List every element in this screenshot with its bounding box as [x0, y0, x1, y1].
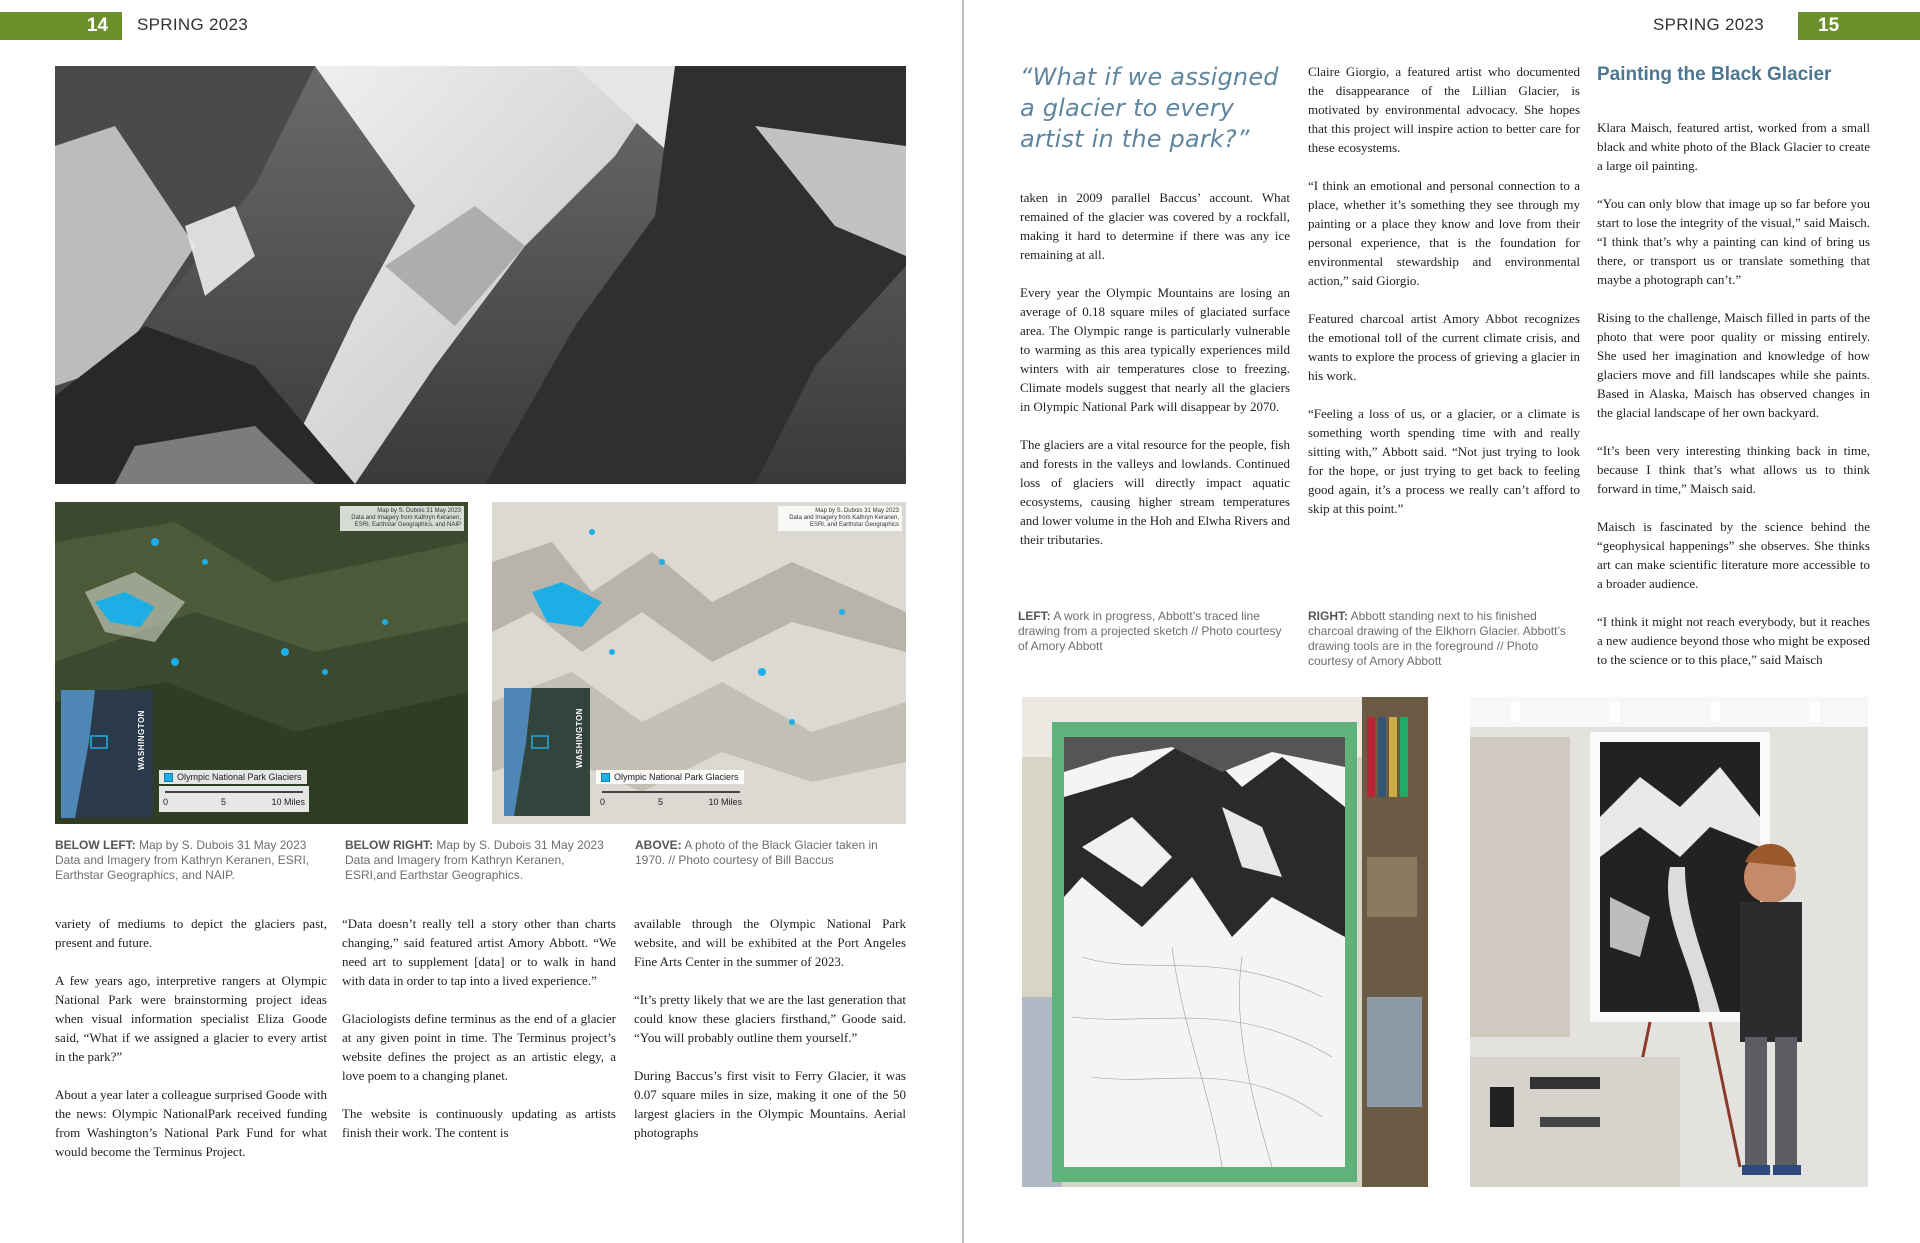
body-column-6: Klara Maisch, featured artist, worked from a small black and white photo of the Black Glacier to create a large oil painting. “You can only blow that image up so far before you start to lose the integrity of the visual,” said Maisch. “I think that’s why a painting can kind of bring us there, or transport us or translate something that maybe a photograph can’t.” Rising to the challenge, Maisch filled in parts of the photo that were poor quality or missing entirely. She used her imagination and knowledge of how glaciers move and fill landscapes while she paints. Based in Alaska, Maisch has observed changes in the glacial landscape of her own backyard. “It’s been very interesting thinking back in time, because I think that’s what allows us to think forward in time,” Maisch said. Maisch is fascinated by the science behind the “geophysical happenings” she observes. She thinks art can make scientific literature more accessible to a broader audience. “I think it might not reach everybody, but it reaches a new audience beyond those who might be exposed to the science or to this place,” said Maisch: [1597, 120, 1870, 667]
running-head: SPRING 2023: [1653, 15, 1765, 34]
scale-label-0: 0: [163, 797, 169, 807]
scale-label-10: 10 Miles: [271, 797, 305, 807]
caption-below-right: BELOW RIGHT: Map by S. Dubois 31 May 2023 Data and Imagery from Kathryn Keranen, ESRI,and Earthstar Geographics.: [345, 838, 604, 882]
body-column-1: variety of mediums to depict the glaciers past, present and future. A few years ago, interpretive rangers at Olympic National Park were brainstorming project ideas when visual information specialist Eliza Goode said, “What if we assigned a glacier to every artist in the park?” About a year later a colleague surprised Goode with the news: Olympic NationalPark received funding from Washington’s National Park Fund for what would become the Terminus Project.: [55, 916, 327, 1159]
inset-state-label: WASHINGTON: [137, 710, 146, 770]
scale-label-5: 5: [658, 797, 664, 807]
map-credit-note: Map by S. Dubois 31 May 2023 Data and Imagery from Kathryn Keranen, ESRI, and Earthstar Geographics: [778, 506, 902, 531]
caption-above: ABOVE: A photo of the Black Glacier taken in 1970. // Photo courtesy of Bill Baccus: [635, 838, 878, 867]
section-heading: Painting the Black Glacier: [1597, 64, 1832, 85]
glacier-map-satellite: [55, 502, 468, 824]
page-number: 15: [1798, 12, 1920, 40]
caption-below-left: BELOW LEFT: Map by S. Dubois 31 May 2023 Data and Imagery from Kathryn Keranen, ESRI, Earthstar Geographics, and NAIP.: [55, 838, 310, 882]
scale-label-10: 10 Miles: [708, 797, 742, 807]
caption-left: LEFT: A work in progress, Abbott’s traced line drawing from a projected sketch // Photo courtesy of Amory Abbott: [1018, 609, 1282, 653]
scale-label-5: 5: [221, 797, 227, 807]
scale-label-0: 0: [600, 797, 606, 807]
map-legend-label: Olympic National Park Glaciers: [614, 772, 739, 782]
pull-quote: “What if we assigned a glacier to every artist in the park?”: [1020, 63, 1279, 153]
body-column-3: available through the Olympic National Park website, and will be exhibited at the Port Angeles Fine Arts Center in the summer of 2023. “It’s pretty likely that we are the last generation that could know these glaciers firsthand,” Goode said. “You will probably outline them yourself.” During Baccus’s first visit to Ferry Glacier, it was 0.07 square miles in size, making it one of the 50 largest glaciers in the Olympic Mountains. Aerial photographs: [634, 916, 906, 1140]
running-head: SPRING 2023: [137, 15, 249, 34]
glacier-swatch-icon: [601, 773, 610, 782]
glacier-swatch-icon: [164, 773, 173, 782]
page-spine: [962, 0, 964, 1243]
body-column-4: taken in 2009 parallel Baccus’ account. What remained of the glacier was covered by a rockfall, making it hard to determine if there was any ice remaining at all. Every year the Olympic Mountains are losing an average of 0.18 square miles of glaciated surface area. The Olympic range is particularly vulnerable to warming as this area typically experiences mild winters with air temperatures close to freezing. Climate models suggest that nearly all the glaciers in Olympic National Park will disappear by 2070. The glaciers are a vital resource for the people, fish and forests in the valleys and lowlands. Continued loss of glaciers will directly impact aquatic ecosystems, causing higher stream temperatures and lower volume in the Hoh and Elwha Rivers and their tributaries.: [1020, 190, 1290, 547]
inset-state-label: WASHINGTON: [575, 708, 584, 768]
body-column-5: Claire Giorgio, a featured artist who documented the disappearance of the Lillian Glacier, is motivated by environmental advocacy. She hopes that this project will inspire action to better care for these ecosystems. “I think an emotional and personal connection to a place, whether it’s something they see through my painting or a place they know and love from their personal experience, that is the foundation for environmental stewardship and environmental action,” said Giorgio. Featured charcoal artist Amory Abbot recognizes the emotional toll of the current climate crisis, and wants to explore the process of grieving a glacier in his work. “Feeling a loss of us, or a glacier, or a climate is something worth spending time with and really sitting with,” Abbott said. “Not just trying to look for the hope, or just trying to get back to feeling good again, it’s a process we really can’t afford to skip at this point.”: [1308, 64, 1580, 516]
map-legend: [159, 770, 307, 784]
black-glacier-photo: [55, 66, 906, 484]
caption-right: RIGHT: Abbott standing next to his finished charcoal drawing of the Elkhorn Glacier. Abbott’s drawing tools are in the foreground // Photo courtesy of Amory Abbott: [1308, 609, 1566, 668]
glacier-map-hillshade: [492, 502, 906, 824]
finished-drawing-photo: [1470, 697, 1868, 1187]
scale-bar: [596, 786, 746, 812]
page-number: 14: [0, 12, 122, 40]
body-column-2: “Data doesn’t really tell a story other than charts changing,” said featured artist Amory Abbott. “We need art to supplement [data] or to walk in hand with data in order to tap into a lived experience.” Glaciologists define terminus as the end of a glacier at any given point in time. The Terminus project’s website defines the project as an artistic elegy, a love poem to a changing planet. The website is continuously updating as artists finish their work. The content is: [342, 916, 616, 1140]
map-legend-label: Olympic National Park Glaciers: [177, 772, 302, 782]
map-legend: [596, 770, 744, 784]
map-credit-note: Map by S. Dubois 31 May 2023 Data and Imagery from Kathryn Keranen, ESRI, Earthstar Geographics, and NAIP: [340, 506, 464, 531]
scale-bar: [159, 786, 309, 812]
work-in-progress-photo: [1022, 697, 1428, 1187]
